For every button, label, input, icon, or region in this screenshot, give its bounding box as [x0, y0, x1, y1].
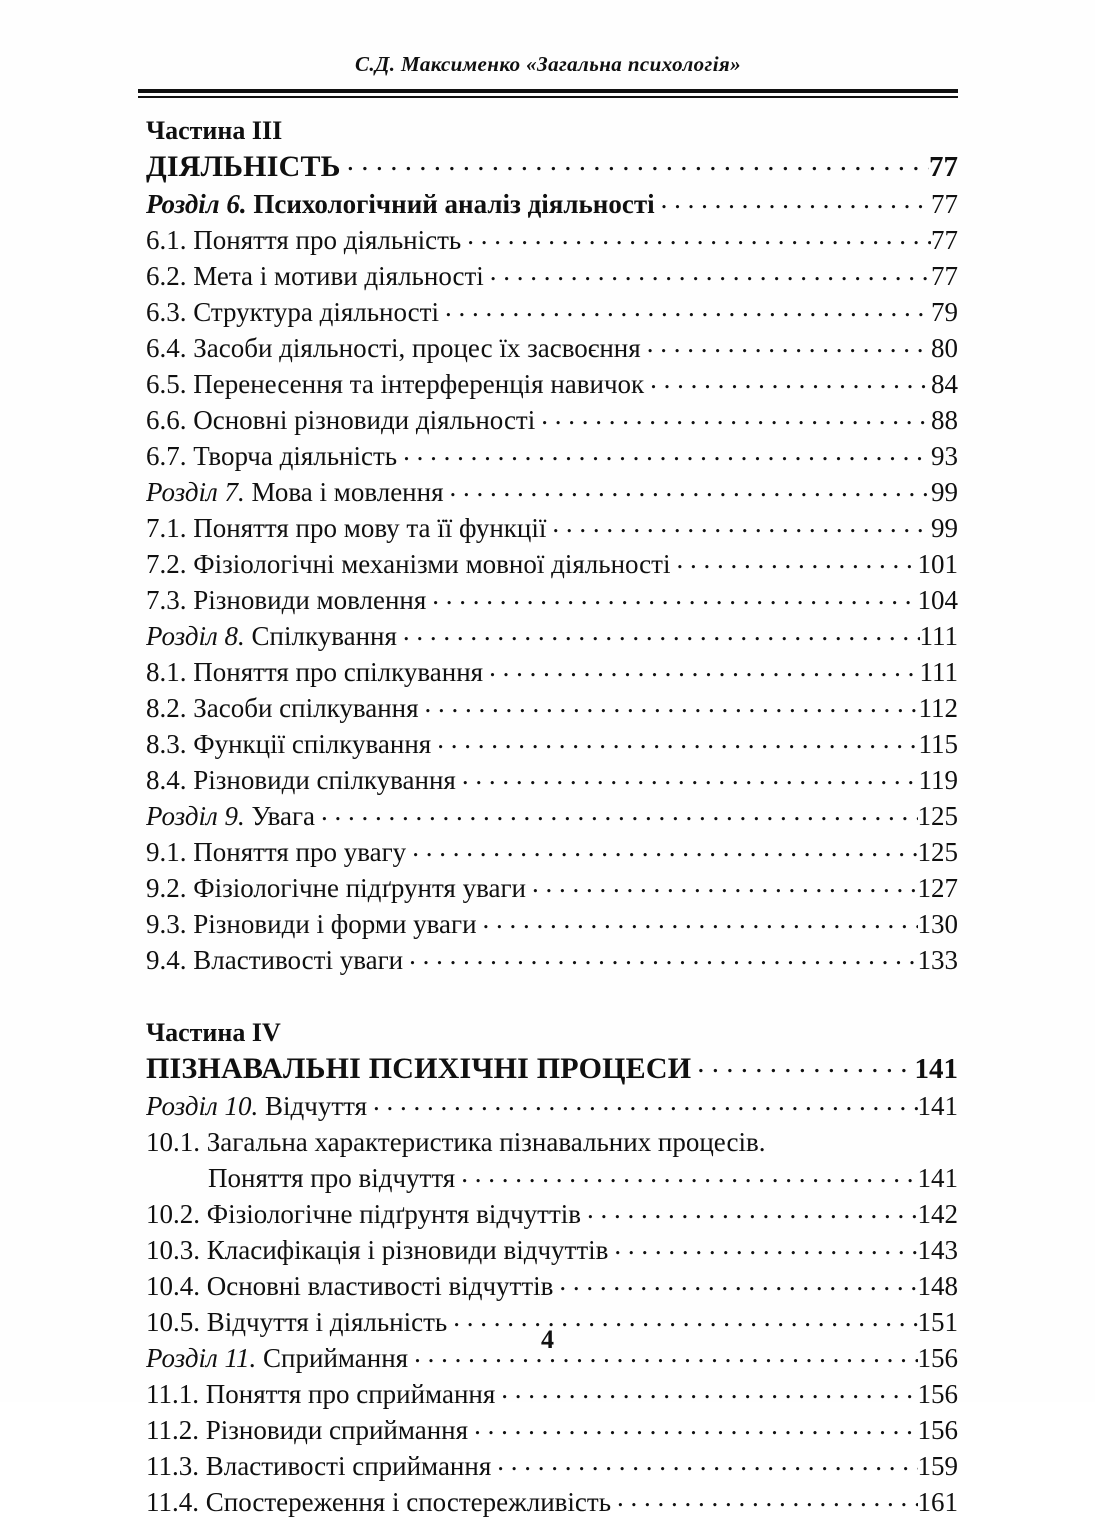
chapter-title: Мова і мовлення: [244, 477, 444, 507]
dot-leader: [403, 618, 920, 645]
page-ref: 111: [919, 657, 958, 687]
entry-label: 9.1. Поняття про увагу: [146, 837, 407, 867]
section-entry[interactable]: [146, 582, 958, 618]
entry-label: 10.4. Основні властивості відчуттів: [146, 1271, 554, 1301]
entry-label: 6.3. Структура діяльності: [146, 297, 439, 327]
dot-leader: [497, 1448, 917, 1475]
section-entry[interactable]: [146, 1124, 958, 1160]
page-ref: 125: [917, 801, 958, 831]
section-entry[interactable]: [146, 870, 958, 906]
entry-label: 11.1. Поняття про сприймання: [146, 1379, 496, 1409]
page-number: 4: [541, 1325, 554, 1354]
section-entry[interactable]: [146, 1376, 958, 1412]
entry-label: 7.1. Поняття про мову та її функції: [146, 513, 547, 543]
entry-label: 8.2. Засоби спілкування: [146, 693, 419, 723]
page-ref: 77: [931, 189, 958, 219]
page-ref: 104: [917, 585, 958, 615]
page-ref: 111: [919, 621, 958, 651]
page-ref: 141: [917, 1091, 958, 1121]
dot-leader: [587, 1196, 918, 1223]
page-ref: 77: [931, 225, 958, 255]
chapter-entry[interactable]: [146, 474, 958, 510]
section-entry[interactable]: [146, 294, 958, 330]
dot-leader: [552, 510, 931, 537]
chapter-title: Увага: [244, 801, 316, 831]
page-ref: 148: [917, 1271, 958, 1301]
part-title: ПІЗНАВАЛЬНІ ПСИХІЧНІ ПРОЦЕСИ: [146, 1052, 692, 1085]
part-label: Частина IV: [146, 1018, 281, 1047]
dot-leader: [532, 870, 918, 897]
entry-label: 6.1. Поняття про діяльність: [146, 225, 462, 255]
page-ref: 133: [917, 945, 958, 975]
dot-leader: [409, 942, 917, 969]
page-ref: 156: [917, 1343, 958, 1373]
part-title-entry[interactable]: [146, 148, 958, 186]
section-entry[interactable]: [146, 1268, 958, 1304]
entry-label: 6.7. Творча діяльність: [146, 441, 398, 471]
dot-leader: [489, 654, 919, 681]
chapter-prefix: Розділ 8.: [146, 621, 245, 651]
chapter-title: Психологічний аналіз діяльності: [246, 189, 655, 219]
entry-label: 11.2. Різновиди сприймання: [146, 1415, 469, 1445]
section-entry[interactable]: [146, 258, 958, 294]
page-ref: 119: [918, 765, 958, 795]
page-ref: 112: [918, 693, 958, 723]
chapter-entry[interactable]: [146, 1088, 958, 1124]
part-label-line: [146, 1014, 958, 1050]
entry-label: 7.2. Фізіологічні механізми мовної діяльності: [146, 549, 671, 579]
section-entry[interactable]: [146, 942, 958, 978]
entry-label: 6.4. Засоби діяльності, процес їх засвоєння: [146, 333, 641, 363]
page-ref: 77: [931, 261, 958, 291]
page-ref: 93: [931, 441, 958, 471]
dot-leader: [288, 112, 958, 139]
dot-leader: [462, 762, 919, 789]
entry-label: 7.3. Різновиди мовлення: [146, 585, 427, 615]
chapter-title: Відчуття: [258, 1091, 368, 1121]
section-entry[interactable]: [146, 330, 958, 366]
chapter-title: Сприймання: [256, 1343, 409, 1373]
section-entry[interactable]: [146, 402, 958, 438]
page-ref: 80: [931, 333, 958, 363]
page-ref: 156: [917, 1415, 958, 1445]
dot-leader: [541, 402, 931, 429]
entry-label: 11.3. Властивості сприймання: [146, 1451, 492, 1481]
entry-label: 6.5. Перенесення та інтерференція навичок: [146, 369, 645, 399]
page-ref: 101: [917, 549, 958, 579]
entry-label: 6.6. Основні різновиди діяльності: [146, 405, 536, 435]
dot-leader: [287, 1014, 958, 1041]
entry-label: [146, 474, 450, 510]
entry-label: 9.3. Різновиди і форми уваги: [146, 909, 477, 939]
page-ref: 141: [917, 1163, 958, 1193]
section-entry[interactable]: [146, 1160, 958, 1196]
entry-label: Поняття про відчуття: [208, 1163, 456, 1193]
chapter-entry[interactable]: [146, 186, 958, 222]
dot-leader: [437, 726, 918, 753]
dot-leader: [373, 1088, 917, 1115]
chapter-entry[interactable]: [146, 798, 958, 834]
part-title: ДІЯЛЬНІСТЬ: [146, 150, 341, 183]
dot-leader: [501, 1376, 917, 1403]
section-entry[interactable]: [146, 906, 958, 942]
page-ref: 125: [917, 837, 958, 867]
entry-label: 11.4. Спостереження і спостережливість: [146, 1487, 612, 1517]
entry-label: 10.3. Класифікація і різновиди відчуттів: [146, 1235, 609, 1265]
entry-label: 9.2. Фізіологічне підґрунтя уваги: [146, 873, 526, 903]
dot-leader: [474, 1412, 917, 1439]
part-title-entry[interactable]: [146, 1050, 958, 1088]
block-spacer: [146, 978, 958, 1014]
section-entry[interactable]: [146, 1448, 958, 1484]
header-rule-thick: [138, 89, 958, 93]
section-entry[interactable]: [146, 366, 958, 402]
dot-leader: [771, 1124, 958, 1151]
entry-label: [146, 618, 403, 654]
dot-leader: [321, 798, 917, 825]
entry-label: 10.5. Відчуття і діяльність: [146, 1307, 448, 1337]
dot-leader: [676, 546, 917, 573]
page-ref: 99: [931, 477, 958, 507]
page-ref: 130: [917, 909, 958, 939]
dot-leader: [697, 1051, 914, 1078]
dot-leader: [614, 1232, 917, 1259]
chapter-prefix: Розділ 10.: [146, 1091, 259, 1121]
section-entry[interactable]: [146, 834, 958, 870]
dot-leader: [412, 834, 917, 861]
section-entry[interactable]: [146, 690, 958, 726]
chapter-prefix: Розділ 6.: [146, 189, 247, 219]
chapter-prefix: Розділ 9.: [146, 801, 245, 831]
dot-leader: [483, 906, 918, 933]
page-ref: 115: [918, 729, 958, 759]
section-entry[interactable]: [146, 1196, 958, 1232]
section-entry[interactable]: [146, 726, 958, 762]
entry-label: 10.1. Загальна характеристика пізнавальних процесів.: [146, 1127, 766, 1157]
entry-label: 8.1. Поняття про спілкування: [146, 657, 484, 687]
section-entry[interactable]: [146, 762, 958, 798]
entry-label: [146, 1088, 373, 1124]
page-ref: 156: [917, 1379, 958, 1409]
entry-label: [146, 798, 321, 834]
page-ref: 84: [931, 369, 958, 399]
section-entry[interactable]: [146, 1484, 958, 1520]
chapter-prefix: Розділ 11.: [146, 1343, 257, 1373]
section-entry[interactable]: [146, 546, 958, 582]
page-ref: 151: [917, 1307, 958, 1337]
page-ref: 159: [917, 1451, 958, 1481]
chapter-title: Спілкування: [244, 621, 397, 651]
entry-label: 6.2. Мета і мотиви діяльності: [146, 261, 484, 291]
page-ref: 142: [917, 1199, 958, 1229]
dot-leader: [445, 294, 931, 321]
dot-leader: [617, 1484, 917, 1511]
entry-label: 8.3. Функції спілкування: [146, 729, 432, 759]
page-ref: 79: [931, 297, 958, 327]
page-ref: 143: [917, 1235, 958, 1265]
header-rule-thin: [138, 96, 958, 98]
chapter-entry[interactable]: [146, 618, 958, 654]
page-ref: 88: [931, 405, 958, 435]
page-ref: 127: [917, 873, 958, 903]
dot-leader: [661, 186, 931, 213]
section-entry[interactable]: [146, 654, 958, 690]
dot-leader: [650, 366, 931, 393]
dot-leader: [647, 330, 931, 357]
page-ref: 141: [914, 1053, 958, 1085]
section-entry[interactable]: [146, 1232, 958, 1268]
dot-leader: [403, 438, 931, 465]
page-ref: 99: [931, 513, 958, 543]
table-of-contents: [146, 112, 958, 1520]
part-label-line: [146, 112, 958, 148]
chapter-prefix: Розділ 7.: [146, 477, 245, 507]
section-entry[interactable]: [146, 438, 958, 474]
entry-label: 8.4. Різновиди спілкування: [146, 765, 456, 795]
part-label: Частина III: [146, 116, 283, 145]
section-entry[interactable]: [146, 1412, 958, 1448]
entry-label: 10.2. Фізіологічне підґрунтя відчуттів: [146, 1199, 581, 1229]
dot-leader: [461, 1160, 917, 1187]
dot-leader: [559, 1268, 917, 1295]
dot-leader: [490, 258, 931, 285]
page-ref: 77: [929, 151, 958, 183]
section-entry[interactable]: [146, 222, 958, 258]
dot-leader: [432, 582, 917, 609]
dot-leader: [467, 222, 931, 249]
entry-label: [146, 186, 661, 222]
dot-leader: [450, 474, 932, 501]
dot-leader: [425, 690, 919, 717]
section-entry[interactable]: [146, 510, 958, 546]
page-ref: 161: [917, 1487, 958, 1517]
dot-leader: [347, 149, 929, 176]
running-header-title: С.Д. Максименко «Загальна психологія»: [354, 52, 742, 76]
entry-label: 9.4. Властивості уваги: [146, 945, 404, 975]
